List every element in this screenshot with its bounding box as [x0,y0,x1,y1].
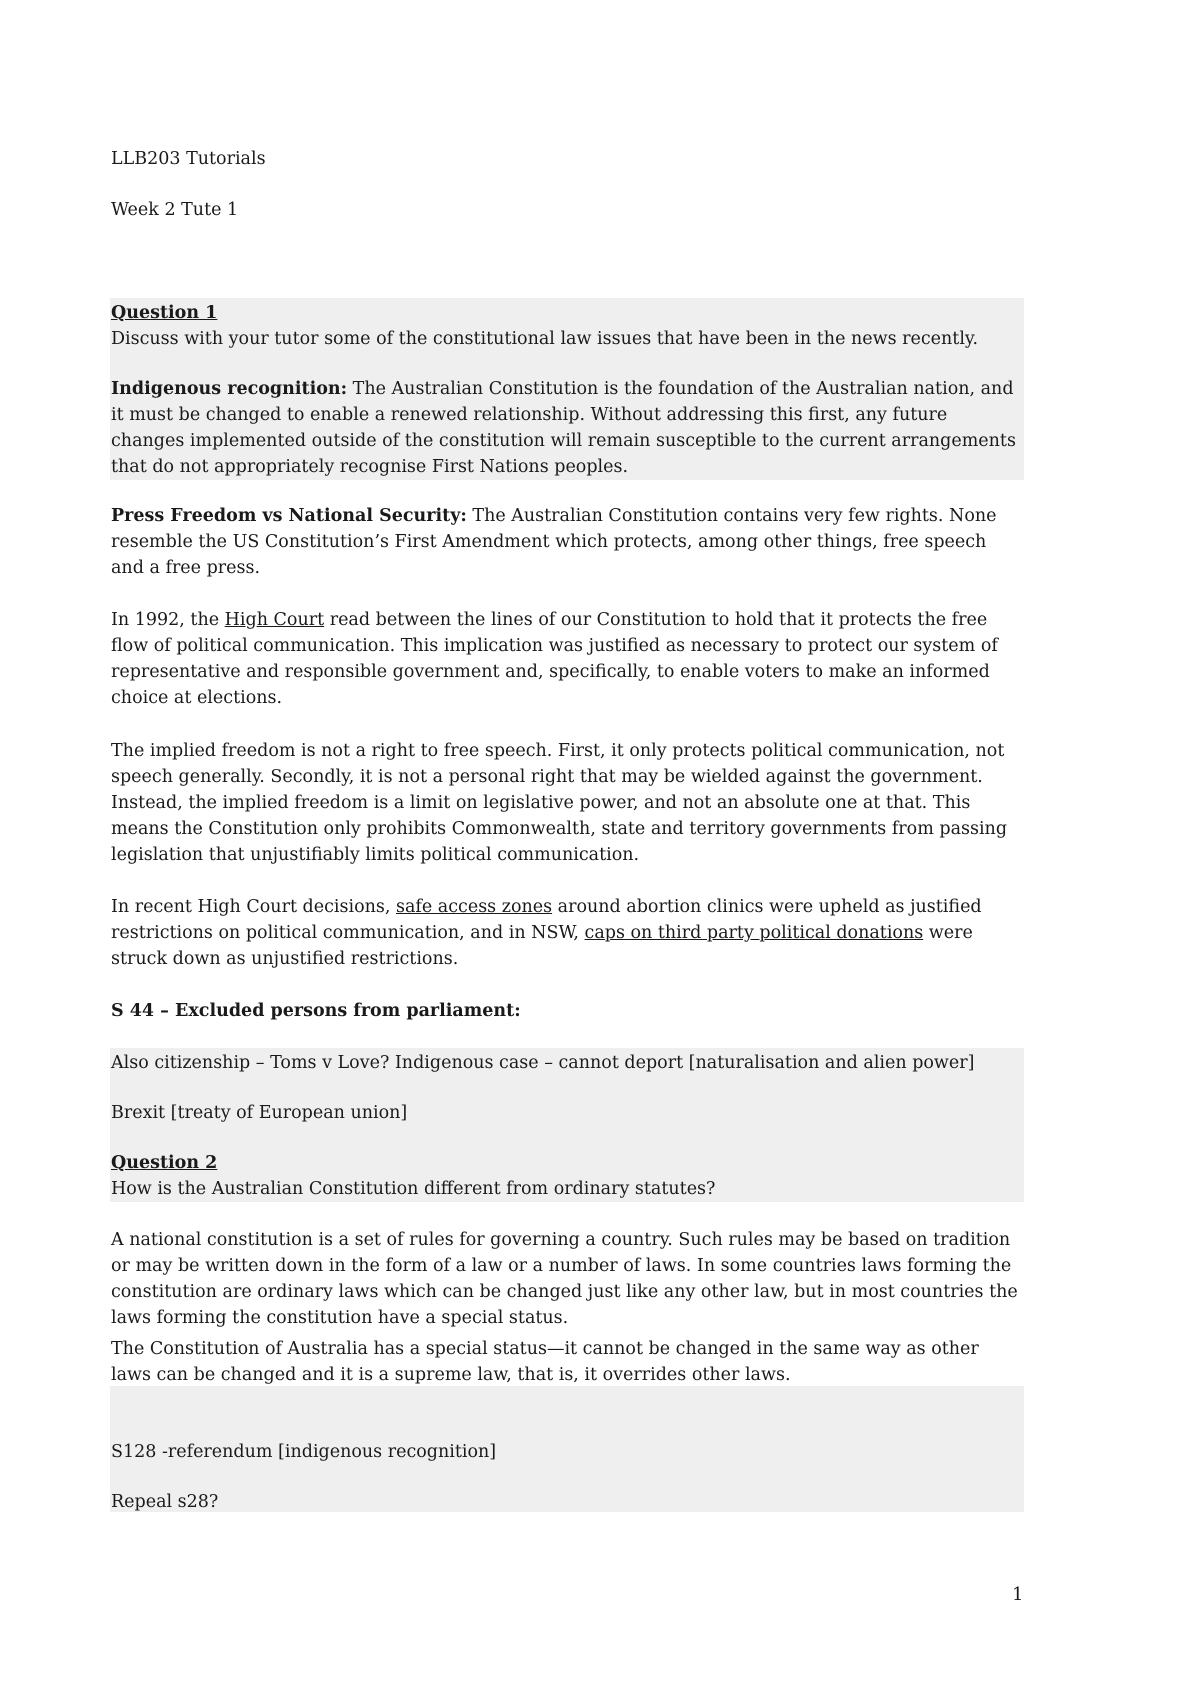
safe-access-zones-link[interactable]: safe access zones [396,897,553,917]
press-text: The Australian Constitution contains very few rights. None resemble the US Constitution’s First Amendment which protects, among other things, free speech and a free press. [111,506,997,578]
course-title: LLB203 Tutorials [111,149,266,169]
high-court-link[interactable]: High Court [224,610,325,630]
repeal-note: Repeal s28? [111,1492,219,1512]
question-1 [111,300,1023,352]
s128-note: S128 -referendum [indigenous recognition] [111,1442,497,1462]
press-paragraph [111,503,1023,581]
s44-note-citizenship: Also citizenship – Toms v Love? Indigenous case – cannot deport [naturalisation and alien power] [111,1053,975,1073]
press-label: Press Freedom vs National Security: [111,506,467,526]
indigenous-paragraph [111,376,1023,480]
week-title: Week 2 Tute 1 [111,200,239,220]
high-court-paragraph: In 1992, the High Court read between the lines of our Constitution to hold that it protects the free flow of political communication. This implication was justified as necessary to protect our system of representative and responsible government and, specifically, to enable voters to make an informed choice at elections. [111,610,998,708]
question-2-prompt: How is the Australian Constitution different from ordinary statutes? [111,1179,716,1199]
constitution-paragraph-1: A national constitution is a set of rules for governing a country. Such rules may be based on tradition or may be written down in the form of a law or a number of laws. In some countries laws forming the constitution are ordinary laws which can be changed just like any other law, but in most countries the laws forming the constitution have a special status. [111,1230,1018,1328]
constitution-paragraph-2: The Constitution of Australia has a special status—it cannot be changed in the same way as other laws can be changed and it is a supreme law, that is, it overrides other laws. [111,1339,979,1385]
donation-caps-link[interactable]: caps on third party political donations [584,923,924,943]
indigenous-label: Indigenous recognition: [111,379,348,399]
recent-decisions-paragraph: In recent High Court decisions, safe access zones around abortion clinics were upheld as justified restrictions on political communication, and in NSW, caps on third party political donations were struck down as unjustified restrictions. [111,897,982,969]
s44-note-brexit: Brexit [treaty of European union] [111,1103,408,1123]
question-1-prompt: Discuss with your tutor some of the constitutional law issues that have been in the news recently. [111,329,979,349]
page-number: 1 [1012,1584,1024,1605]
question-2 [111,1150,1023,1202]
question-2-heading: Question 2 [111,1153,218,1173]
question-1-heading: Question 1 [111,303,218,323]
indigenous-text: The Australian Constitution is the foundation of the Australian nation, and it must be changed to enable a renewed relationship. Without addressing this first, any future changes implemented outside of the constitution will remain susceptible to the current arrangements that do not appropriately recognise First Nations peoples. [111,379,1016,477]
s44-heading: S 44 – Excluded persons from parliament: [111,1001,521,1021]
implied-freedom-paragraph: The implied freedom is not a right to free speech. First, it only protects political communication, not speech generally. Secondly, it is not a personal right that may be wielded against the government. Instead, the implied freedom is a limit on legislative power, and not an absolute one at that. This means the Constitution only prohibits Commonwealth, state and territory governments from passing legislation that unjustifiably limits political communication. [111,741,1008,865]
